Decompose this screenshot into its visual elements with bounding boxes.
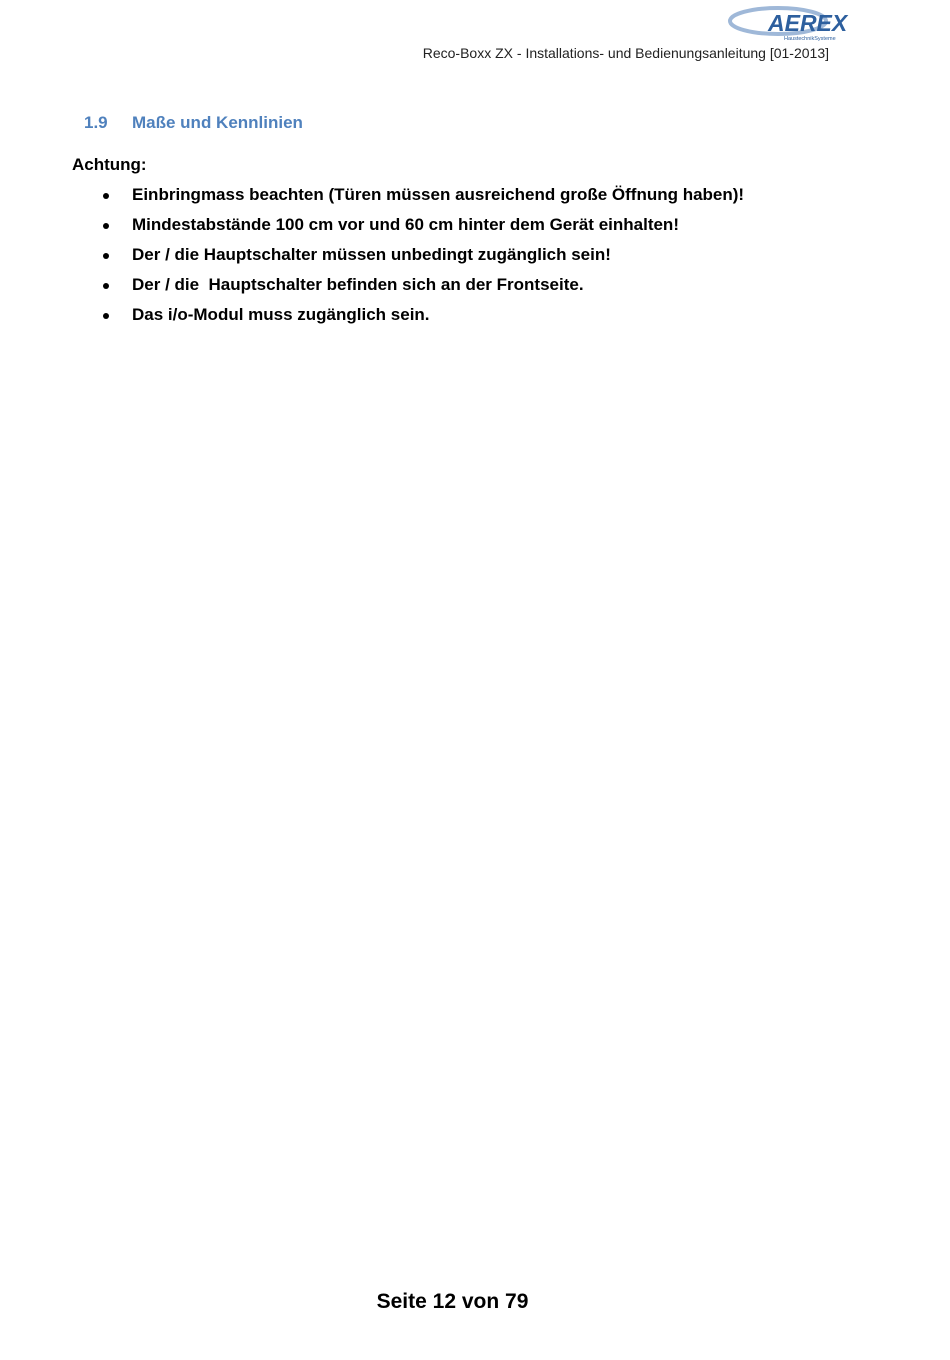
- bullet-icon: [103, 313, 109, 319]
- bullet-icon: [103, 283, 109, 289]
- logo-subtext: HaustechnikSysteme: [784, 36, 836, 42]
- aerex-logo-graphic: [728, 4, 848, 44]
- list-item-text: Einbringmass beachten (Türen müssen ausreichend große Öffnung haben)!: [132, 185, 745, 204]
- section-title: Maße und Kennlinien: [132, 113, 303, 132]
- bullet-icon: [103, 223, 109, 229]
- warning-label: Achtung:: [72, 155, 147, 174]
- list-item: [100, 275, 584, 305]
- list-item: [100, 215, 679, 245]
- bullet-icon: [103, 193, 109, 199]
- list-item-text: Mindestabstände 100 cm vor und 60 cm hinter dem Gerät einhalten!: [132, 215, 679, 234]
- section-heading: [84, 113, 303, 133]
- aerex-logo: [728, 4, 848, 44]
- list-item-text: Der / die Hauptschalter müssen unbedingt zugänglich sein!: [132, 245, 611, 264]
- list-item: [100, 245, 611, 275]
- warning-list: [100, 185, 745, 335]
- section-number: 1.9: [84, 113, 108, 132]
- bullet-icon: [103, 253, 109, 259]
- document-header-title: Reco-Boxx ZX - Installations- und Bedienungsanleitung [01-2013]: [422, 45, 829, 61]
- page-number-footer: Seite 12 von 79: [376, 1290, 529, 1313]
- list-item: [100, 185, 745, 215]
- list-item: [100, 305, 430, 335]
- list-item-text: Das i/o-Modul muss zugänglich sein.: [132, 305, 430, 324]
- list-item-text: Der / die Hauptschalter befinden sich an der Frontseite.: [132, 275, 584, 294]
- logo-wordmark: AEREX: [768, 10, 848, 36]
